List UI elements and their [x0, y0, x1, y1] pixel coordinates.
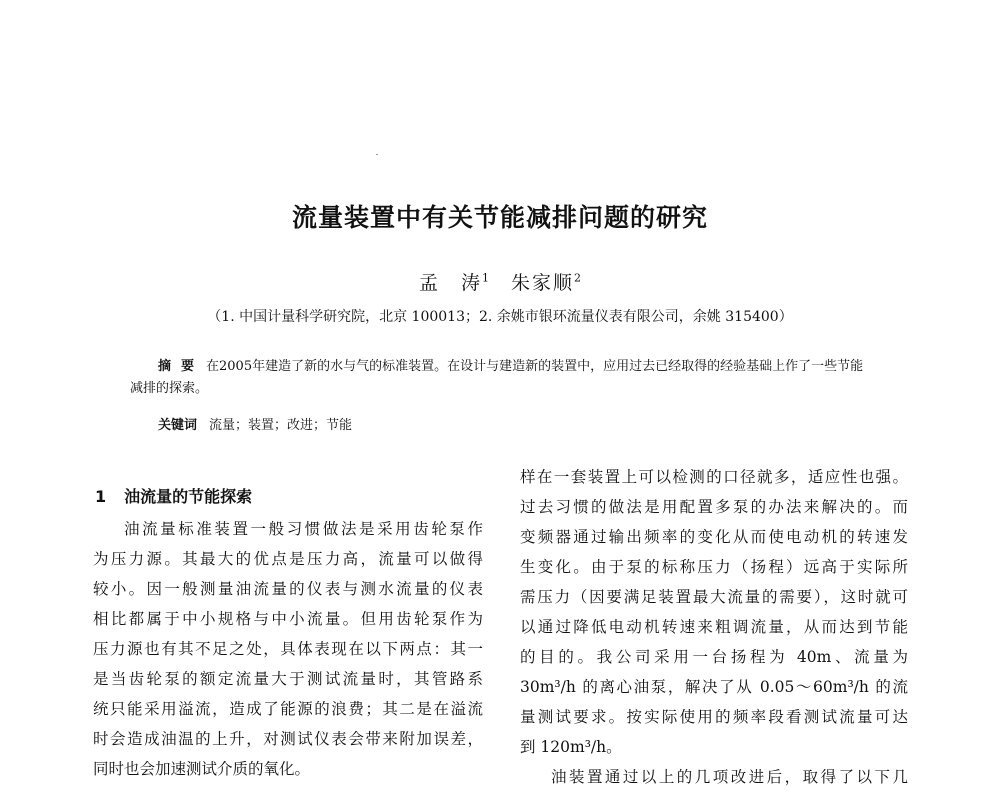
affiliation-line: （1. 中国计量科学研究院，北京 100013；2. 余姚市银环流量仪表有限公司，余姚 315400） — [207, 309, 793, 325]
keywords-text: 流量；装置；改进；节能 — [209, 418, 353, 433]
author-line — [0, 268, 1000, 295]
body-line: 较小。因一般测量油流量的仪表与测水流量的仪表 — [93, 580, 483, 598]
body-line: 30m³/h 的离心油泵，解决了从 0.05～60m³/h 的流 — [520, 678, 908, 696]
keywords-label: 关键词 — [158, 418, 198, 433]
scan-speck — [376, 154, 378, 155]
author-affiliation-mark: 2 — [574, 271, 582, 285]
body-line: 生变化。由于泵的标称压力（扬程）远高于实际所 — [520, 558, 908, 576]
body-line: 是当齿轮泵的额定流量大于测试流量时，其管路系 — [93, 670, 483, 688]
body-line: 到 120m³/h。 — [520, 738, 622, 756]
section-heading — [95, 484, 252, 507]
body-line: 相比都属于中小规格与中小流量。但用齿轮泵作为 — [93, 610, 483, 628]
keywords — [158, 414, 352, 433]
abstract-text: 在2005年建造了新的水与气的标准装置。在设计与建造新的装置中，应用过去已经取得的经验基础上作了一些节能减排的探索。 — [130, 359, 864, 396]
body-line: 油装置通过以上的几项改进后，取得了以下几 — [551, 768, 908, 786]
body-line: 为压力源。其最大的优点是压力高，流量可以做得 — [93, 550, 483, 568]
body-line: 统只能采用溢流，造成了能源的浪费；其二是在溢流 — [93, 700, 483, 718]
section-number: 1 — [95, 487, 107, 506]
section-title: 油流量的节能探索 — [124, 487, 253, 506]
author-affiliation-mark: 1 — [482, 271, 489, 285]
right-column — [520, 462, 908, 792]
body-line: 油流量标准装置一般习惯做法是采用齿轮泵作 — [124, 520, 483, 538]
body-line: 需压力（因要满足装置最大流量的需要），这时就可 — [520, 588, 908, 606]
body-line: 量测试要求。按实际使用的频率段看测试流量可达 — [520, 708, 908, 726]
author-name: 孟 涛 — [418, 272, 482, 294]
body-line: 同时也会加速测试介质的氧化。 — [93, 760, 311, 778]
abstract — [130, 356, 875, 400]
body-line: 的目的。我公司采用一台扬程为 40m、流量为 — [520, 648, 908, 666]
author-name: 朱家顺 — [511, 272, 575, 294]
body-line: 过去习惯的做法是用配置多泵的办法来解决的。而 — [520, 498, 908, 516]
body-line: 时会造成油温的上升，对测试仪表会带来附加误差， — [93, 730, 483, 748]
left-column — [93, 514, 483, 784]
body-line: 以通过降低电动机转速来粗调流量，从而达到节能 — [520, 618, 908, 636]
body-line: 样在一套装置上可以检测的口径就多，适应性也强。 — [520, 468, 908, 486]
body-line: 压力源也有其不足之处，具体表现在以下两点：其一 — [93, 640, 483, 658]
abstract-label: 摘要 — [158, 359, 205, 374]
body-line: 变频器通过输出频率的变化从而使电动机的转速发 — [520, 528, 908, 546]
paper-title: 流量装置中有关节能减排问题的研究 — [291, 203, 708, 232]
